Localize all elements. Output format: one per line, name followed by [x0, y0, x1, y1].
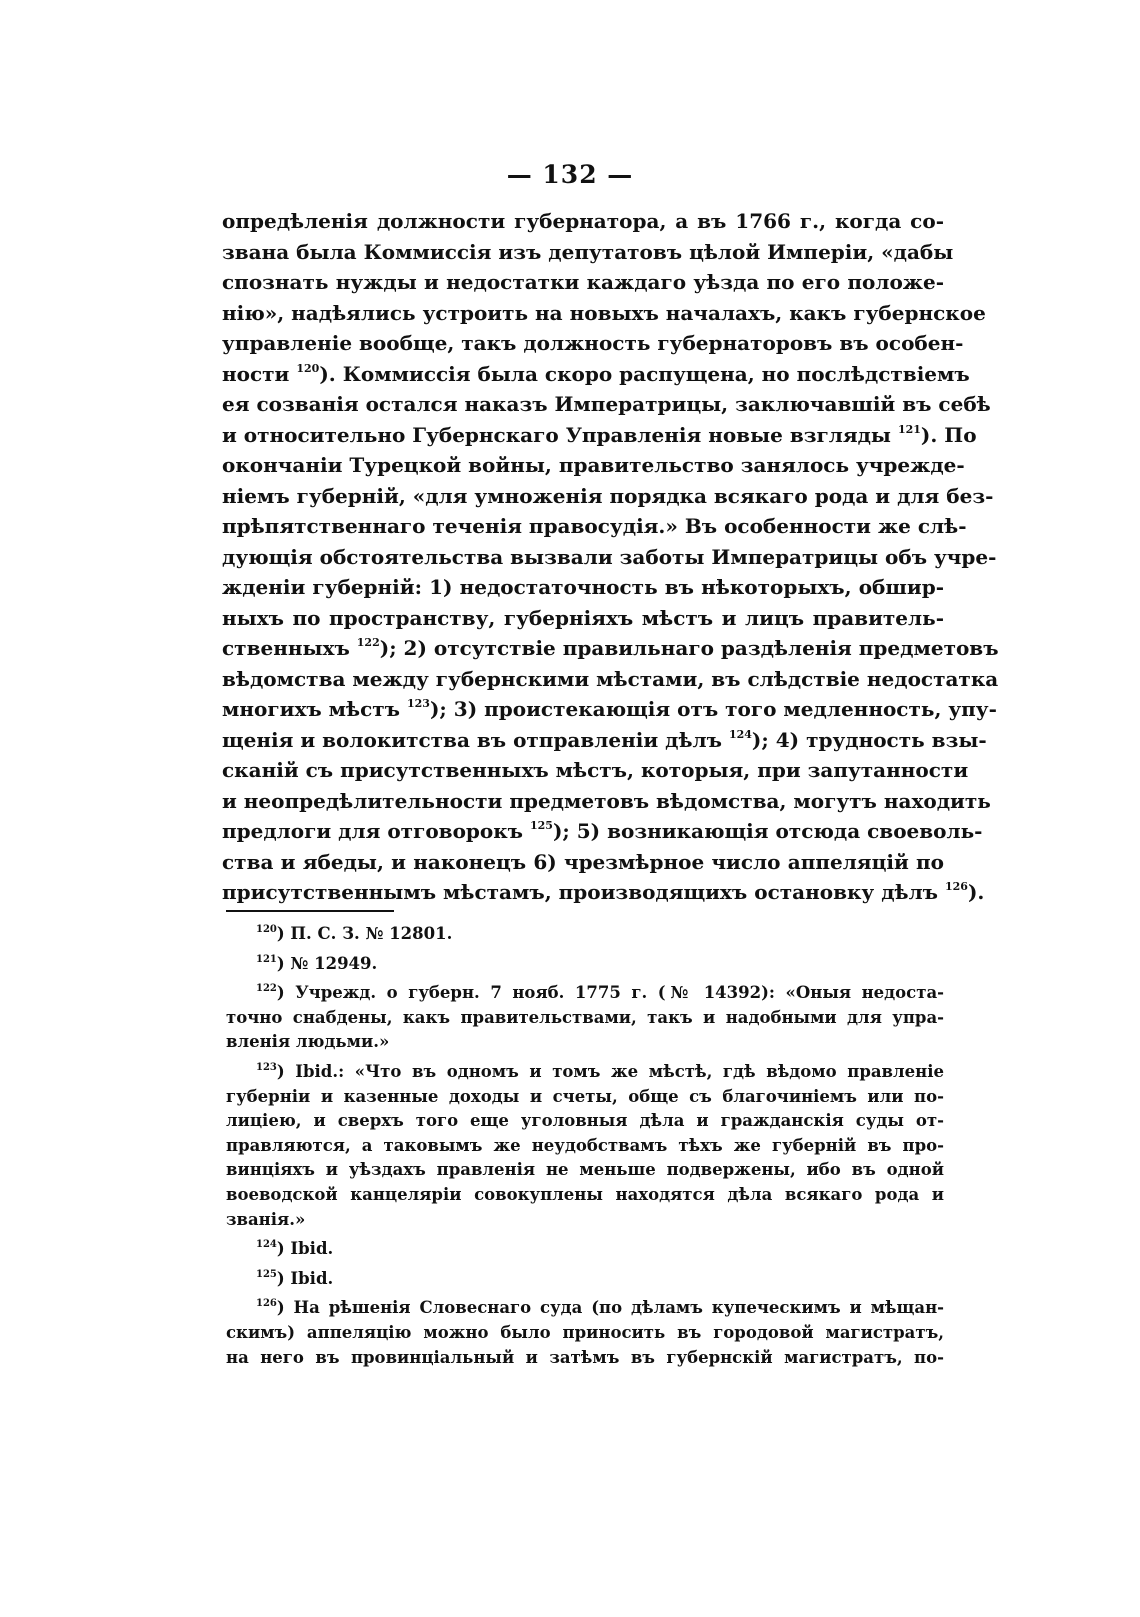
footnote-mark: 120	[256, 924, 277, 935]
text-segment: щенія и волокитства въ отправленіи дѣлъ	[222, 727, 722, 752]
footnote-line: винціяхъ и уѣздахъ правленія не меньше подвержены, ибо въ одной	[226, 1160, 944, 1180]
text-line	[222, 359, 970, 390]
text-line: прѣпятственнаго теченія правосудія.» Въ особенности же слѣ-	[222, 514, 967, 538]
text-line: ныхъ по пространству, губерніяхъ мѣстъ и лицъ правитель-	[222, 605, 944, 630]
footnote-line: скимъ) аппеляцію можно было приносить въ городовой магистратъ,	[226, 1322, 944, 1342]
footnote-ref: 125	[529, 819, 553, 832]
footnote-line: лиціею, и сверхъ того еще уголовныя дѣла и гражданскія суды от-	[226, 1111, 944, 1131]
footnote-ref: 122	[356, 636, 380, 649]
footnote-line: на него въ провинціальный и затѣмъ въ губернскій магистратъ, по-	[226, 1347, 944, 1367]
footnote-ref: 121	[897, 422, 921, 436]
text-line: вѣдомства между губернскими мѣстами, въ слѣдствіе недостатка	[222, 666, 999, 691]
text-line	[222, 725, 987, 756]
footnote-122	[226, 981, 944, 1006]
footnote-mark: 122	[256, 983, 277, 995]
text-line	[222, 420, 977, 451]
page-number: — 132 —	[506, 160, 634, 189]
text-line: звана была Коммиссія изъ депутатовъ цѣлой Имперіи, «дабы	[222, 239, 954, 264]
text-segment: ственныхъ	[222, 636, 350, 660]
text-line: окончаніи Турецкой войны, правительство занялось учрежде-	[222, 453, 965, 477]
text-segment: ); 4) трудность взы-	[751, 727, 987, 752]
text-segment: ); 3) проистекающія отъ того медленность, упу-	[429, 697, 997, 721]
footnote-line: вленія людьми.»	[226, 1032, 390, 1052]
text-segment: ). Коммиссія была скоро распущена, но послѣдствіемъ	[319, 361, 970, 386]
text-segment: присутственнымъ мѣстамъ, производящихъ остановку дѣлъ	[222, 880, 939, 904]
text-line: и неопредѣлительности предметовъ вѣдомства, могутъ находить	[222, 788, 991, 813]
footnote-text: ) № 12949.	[276, 953, 378, 973]
footnote-124	[226, 1237, 944, 1262]
footnote-mark: 121	[256, 953, 277, 965]
footnote-mark: 125	[256, 1268, 277, 1280]
footnote-line: званія.»	[226, 1209, 306, 1229]
text-line: спознать нужды и недостатки каждаго уѣзда по его положе-	[222, 270, 944, 294]
footnote-mark: 123	[256, 1061, 277, 1073]
text-line	[222, 633, 999, 664]
footnote-text: ) Учрежд. о губерн. 7 нояб. 1775 г. (№ 14392): «Оныя недоста-	[276, 983, 944, 1003]
text-line	[222, 816, 983, 847]
footnote-123	[226, 1060, 944, 1085]
footnote-121	[226, 952, 944, 977]
footnote-120	[226, 922, 944, 947]
text-segment: ).	[967, 880, 985, 904]
text-line: опредѣленія должности губернатора, а въ 1766 г., когда со-	[222, 209, 944, 233]
text-segment: ); 5) возникающія отсюда своеволь-	[552, 819, 983, 843]
footnote-line: воеводской канцеляріи совокуплены находятся дѣла всякаго рода и	[226, 1184, 944, 1204]
footnote-126	[226, 1296, 944, 1321]
text-segment: многихъ мѣстъ	[222, 697, 401, 721]
text-line: ніемъ губерній, «для умноженія порядка всякаго рода и для без-	[222, 483, 994, 508]
footnote-mark: 126	[256, 1298, 277, 1310]
text-segment: ности	[222, 361, 290, 386]
footnote-ref: 124	[728, 727, 752, 741]
footnote-text: ) Ibid.: «Что въ одномъ и томъ же мѣстѣ, гдѣ вѣдомо правленіе	[276, 1061, 944, 1081]
text-segment: и относительно Губернскаго Управленія новые взгляды	[222, 422, 891, 447]
footnote-divider	[226, 910, 394, 912]
text-line: ея созванія остался наказъ Императрицы, заключавшій въ себѣ	[222, 392, 991, 416]
footnotes	[226, 922, 944, 1370]
footnote-ref: 120	[296, 361, 320, 375]
text-line	[222, 694, 997, 725]
text-segment: предлоги для отговорокъ	[222, 819, 524, 843]
footnote-text: ) На рѣшенія Словеснаго суда (по дѣламъ купеческимъ и мѣщан-	[276, 1298, 944, 1318]
text-segment: ). По	[920, 422, 977, 447]
text-line: жденіи губерній: 1) недостаточность въ нѣкоторыхъ, обшир-	[222, 575, 944, 599]
footnote-line: точно снабдены, какъ правительствами, такъ и надобными для упра-	[226, 1007, 944, 1027]
footnote-mark: 124	[256, 1239, 277, 1251]
footnote-text: ) Ibid.	[276, 1268, 334, 1288]
footnote-ref: 126	[945, 880, 968, 893]
text-line: нію», надѣялись устроить на новыхъ началахъ, какъ губернское	[222, 300, 986, 325]
footnote-ref: 123	[407, 697, 430, 710]
text-line: ства и ябеды, и наконецъ 6) чрезмѣрное число аппеляцій по	[222, 849, 944, 874]
footnote-line: губерніи и казенные доходы и счеты, обще съ благочиніемъ или по-	[226, 1086, 944, 1106]
footnote-text: ) П. С. З. № 12801.	[276, 924, 453, 943]
text-segment: ); 2) отсутствіе правильнаго раздѣленія предметовъ	[379, 636, 999, 660]
footnote-line: правляются, а таковымъ же неудобствамъ тѣхъ же губерній въ про-	[226, 1135, 944, 1155]
text-line	[222, 877, 985, 908]
text-line: дующія обстоятельства вызвали заботы Императрицы объ учре-	[222, 544, 997, 569]
main-text	[222, 206, 999, 908]
footnote-text: ) Ibid.	[276, 1239, 334, 1259]
text-line: сканій съ присутственныхъ мѣстъ, которыя, при запутанности	[222, 758, 969, 782]
text-line: управленіе вообще, такъ должность губернаторовъ въ особен-	[222, 331, 964, 355]
footnote-125	[226, 1267, 944, 1292]
